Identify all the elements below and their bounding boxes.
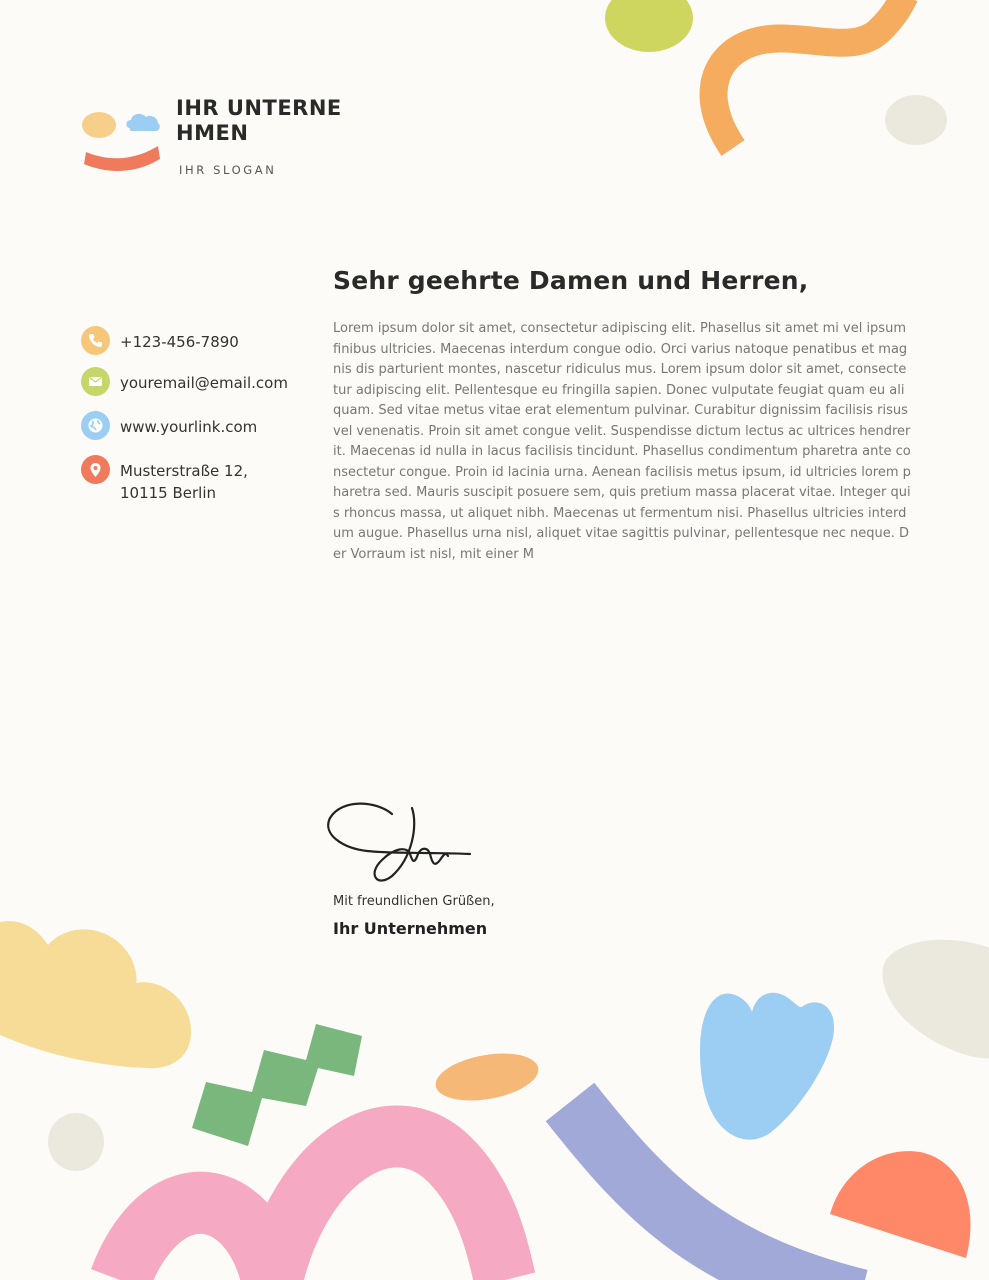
yellow-cloud-shape [0,921,191,1068]
company-name: IHR UNTERNEHMEN [176,96,342,145]
blue-heart-shape [700,993,834,1140]
postal-address: Musterstraße 12, 10115 Berlin [120,462,248,502]
letter-sender: Ihr Unternehmen [333,919,488,938]
smile-logo-icon [80,104,162,174]
orange-oval-shape [432,1046,542,1107]
purple-arc-shape [570,1102,860,1280]
website-link: www.yourlink.com [120,418,258,436]
letter-body: Lorem ipsum dolor sit amet, consectetur adipiscing elit. Phasellus sit amet mi vel ipsum finibus ultricies. Maecenas interdum congue odio. Orci varius natoque penatibus et magnis dis parturient montes, nascetur ridiculus mus. Lorem ipsum dolor sit amet, consectetur adipiscing elit. Pellentesque eu fringilla sapien. Donec vulputate feugiat quam eu aliquam. Sed vitae metus vitae erat elementum pulvinar. Curabitur dignissim facilisis risus vel venenatis. Proin sit amet congue velit. Suspendisse dictum lectus ac ultrices hendrerit. Maecenas id nulla in lacus facilisis tincidunt. Phasellus condimentum pharetra ante consectetur congue. Proin id lacinia urna. Aenean facilisis metus ipsum, id ultricies lorem pharetra sed. Mauris suscipit posuere sem, quis pretium massa placerat vitae. Integer quis rhoncus massa, ut aliquet nibh. Maecenas ut fermentum nisi. Phasellus ultricies interdum augue. Phasellus urna nisl, aliquet vitae sagittis pulvinar, pellentesque nec neque. Der Vorraum ist nisl, mit einer M [333,321,911,562]
location-icon [81,455,110,484]
letter-closing: Mit freundlichen Grüßen, [333,894,495,909]
company-slogan: IHR SLOGAN [179,163,277,177]
email-address: youremail@email.com [120,374,288,392]
beige-small-pebble-shape [48,1113,104,1171]
beige-large-pebble-shape [883,940,989,1059]
orange-squiggle-shape [714,0,905,148]
green-zigzag-shape [192,1024,362,1146]
handwritten-signature [322,796,482,888]
pink-arch-shape [120,1136,505,1280]
coral-half-circle-shape [830,1151,970,1258]
phone-number: +123-456-7890 [120,333,239,351]
globe-icon [81,411,110,440]
beige-pebble-shape [885,95,947,145]
lime-blob-shape [605,0,693,52]
letter-salutation: Sehr geehrte Damen und Herren, [333,266,809,295]
email-icon [81,367,110,396]
phone-icon [81,326,110,355]
